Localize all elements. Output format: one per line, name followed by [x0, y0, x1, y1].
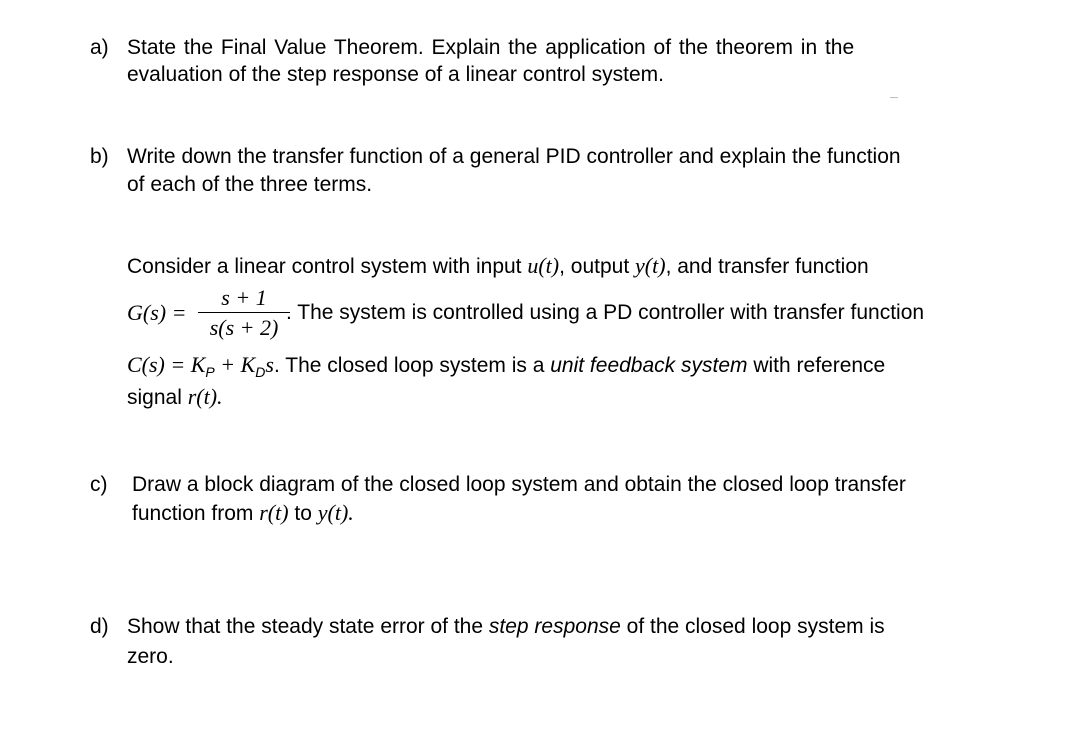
derivative-gain-subscript: D	[255, 364, 266, 380]
scan-mark	[890, 97, 898, 98]
question-a-line-2: evaluation of the step response of a linear control system.	[127, 63, 664, 86]
question-d-label: d)	[90, 615, 109, 638]
question-c-text-2a: function from	[132, 502, 254, 525]
question-d-line-2: zero.	[127, 645, 174, 668]
question-c-line-1: Draw a block diagram of the closed loop system and obtain the closed loop transfer	[132, 473, 906, 496]
fraction-bar	[198, 312, 290, 313]
question-c-to: to	[294, 502, 312, 525]
question-b-line-1: Write down the transfer function of a general PID controller and explain the function	[127, 145, 901, 168]
proportional-gain-subscript: P	[205, 364, 215, 380]
context-line-2: . The system is controlled using a PD controller with transfer function	[286, 301, 925, 324]
question-c-end: .	[348, 500, 354, 525]
output-signal-y: y(t)	[635, 253, 666, 278]
context-line-3	[127, 352, 886, 380]
context-text-1b: , output	[559, 255, 630, 278]
context-text-4a: signal	[127, 386, 182, 409]
context-line-4	[127, 386, 223, 408]
controller-s: s	[265, 352, 274, 377]
input-signal-u: u(t)	[527, 253, 560, 278]
context-text-4b: .	[217, 384, 223, 409]
transfer-function-lhs: G(s) =	[127, 300, 187, 325]
context-line-1	[127, 255, 869, 277]
question-d-text-1a: Show that the steady state error of the	[127, 615, 484, 638]
question-d-line-1	[127, 616, 885, 637]
step-response-emphasis: step response	[488, 615, 621, 638]
transfer-function-numerator: s + 1	[221, 285, 267, 310]
reference-signal-r: r(t)	[187, 384, 218, 409]
question-b-label: b)	[90, 145, 109, 168]
question-b-line-2: of each of the three terms.	[127, 173, 373, 196]
question-d-text-1b: of the closed loop system is	[626, 615, 885, 638]
transfer-function-denominator: s(s + 2)	[209, 315, 279, 340]
controller-plus: + K	[214, 352, 256, 377]
reference-signal-r-c: r(t)	[259, 500, 289, 525]
context-text-3a: . The closed loop system is a	[273, 354, 545, 377]
context-text-1a: Consider a linear control system with input	[127, 255, 522, 278]
unit-feedback-emphasis: unit feedback system	[550, 354, 748, 377]
question-a-line-1: State the Final Value Theorem. Explain the application of the theorem in the	[127, 36, 855, 59]
context-text-3b: with reference	[753, 354, 886, 377]
question-c-label: c)	[90, 473, 108, 496]
output-signal-y-c: y(t)	[317, 500, 349, 525]
context-text-1c: , and transfer function	[665, 255, 869, 278]
question-a-label: a)	[90, 36, 109, 59]
controller-lhs: C(s) = K	[127, 352, 206, 377]
question-c-line-2	[132, 502, 354, 524]
